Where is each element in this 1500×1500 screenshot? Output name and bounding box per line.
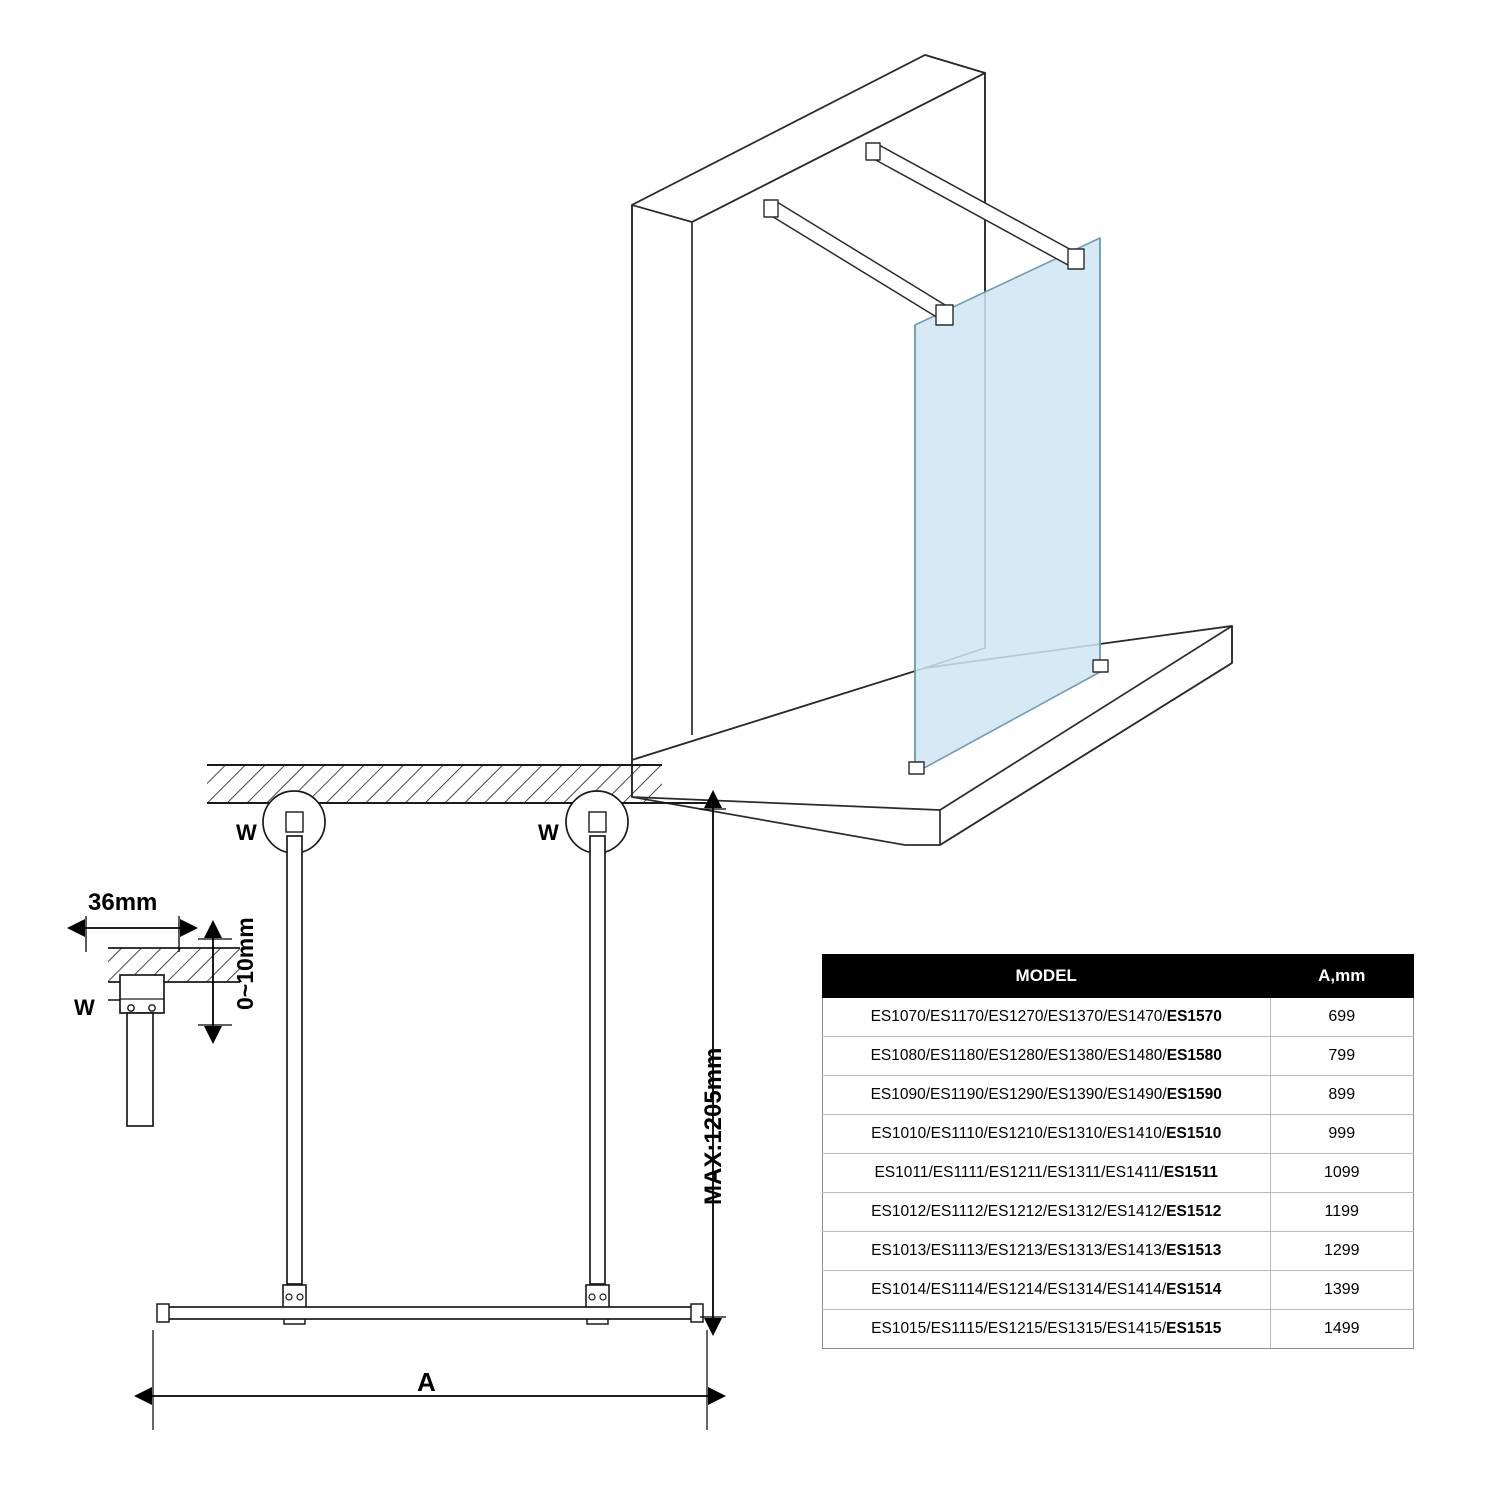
cell-model <box>823 1115 1271 1154</box>
table-row <box>823 1115 1414 1154</box>
model-list: ES1012/ES1112/ES1212/ES1312/ES1412/ <box>871 1203 1167 1220</box>
model-last: ES1570 <box>1166 1008 1222 1025</box>
cell-a-mm: 799 <box>1270 1037 1414 1076</box>
model-last: ES1513 <box>1166 1242 1222 1259</box>
table-row <box>823 998 1414 1037</box>
bar-right <box>566 791 628 1324</box>
side-detail-view <box>85 916 240 1126</box>
perspective-view <box>632 55 1232 845</box>
cell-model <box>823 1193 1271 1232</box>
header-model: MODEL <box>823 955 1271 998</box>
model-list: ES1011/ES1111/ES1211/ES1311/ES1411/ <box>874 1164 1164 1181</box>
cell-a-mm: 999 <box>1270 1115 1414 1154</box>
table-row <box>823 1232 1414 1271</box>
model-list: ES1013/ES1113/ES1213/ES1313/ES1413/ <box>871 1242 1167 1259</box>
model-last: ES1580 <box>1166 1047 1222 1064</box>
label-wall-top-2: W <box>538 820 559 845</box>
cell-a-mm: 699 <box>1270 998 1414 1037</box>
table-row <box>823 1037 1414 1076</box>
cell-a-mm: 1399 <box>1270 1271 1414 1310</box>
table-row <box>823 1076 1414 1115</box>
model-list: ES1070/ES1170/ES1270/ES1370/ES1470/ <box>870 1008 1167 1025</box>
table-row <box>823 1271 1414 1310</box>
front-elevation-view <box>152 765 726 1430</box>
model-last: ES1514 <box>1166 1281 1222 1298</box>
cell-model <box>823 1154 1271 1193</box>
model-last: ES1590 <box>1166 1086 1222 1103</box>
model-spec-table <box>822 954 1414 1349</box>
label-max-height: MAX:1205mm <box>700 1047 727 1205</box>
cell-model <box>823 1232 1271 1271</box>
label-span-a: A <box>417 1367 436 1397</box>
cell-model <box>823 1271 1271 1310</box>
model-list: ES1014/ES1114/ES1214/ES1314/ES1414/ <box>871 1281 1167 1298</box>
model-list: ES1015/ES1115/ES1215/ES1315/ES1415/ <box>871 1320 1167 1337</box>
model-list: ES1010/ES1110/ES1210/ES1310/ES1410/ <box>871 1125 1167 1142</box>
bar-left <box>263 791 325 1324</box>
label-gap-range: 0~10mm <box>232 917 258 1010</box>
cell-a-mm: 899 <box>1270 1076 1414 1115</box>
model-list: ES1080/ES1180/ES1280/ES1380/ES1480/ <box>870 1047 1167 1064</box>
cell-model <box>823 1310 1271 1349</box>
model-last: ES1515 <box>1166 1320 1222 1337</box>
label-wall-top-1: W <box>236 820 257 845</box>
table-row <box>823 1154 1414 1193</box>
cell-a-mm: 1199 <box>1270 1193 1414 1232</box>
cell-a-mm: 1299 <box>1270 1232 1414 1271</box>
cell-a-mm: 1499 <box>1270 1310 1414 1349</box>
label-wall-left: W <box>74 995 95 1020</box>
table-row <box>823 1310 1414 1349</box>
model-list: ES1090/ES1190/ES1290/ES1390/ES1490/ <box>870 1086 1167 1103</box>
cell-a-mm: 1099 <box>1270 1154 1414 1193</box>
table-body <box>823 998 1414 1349</box>
cell-model <box>823 998 1271 1037</box>
header-a-mm: A,mm <box>1270 955 1414 998</box>
model-last: ES1510 <box>1166 1125 1222 1142</box>
table-header-row <box>823 955 1414 998</box>
cell-model <box>823 1076 1271 1115</box>
cell-model <box>823 1037 1271 1076</box>
model-last: ES1511 <box>1163 1164 1219 1181</box>
label-36mm: 36mm <box>88 889 158 916</box>
table-row <box>823 1193 1414 1232</box>
model-last: ES1512 <box>1166 1203 1222 1220</box>
